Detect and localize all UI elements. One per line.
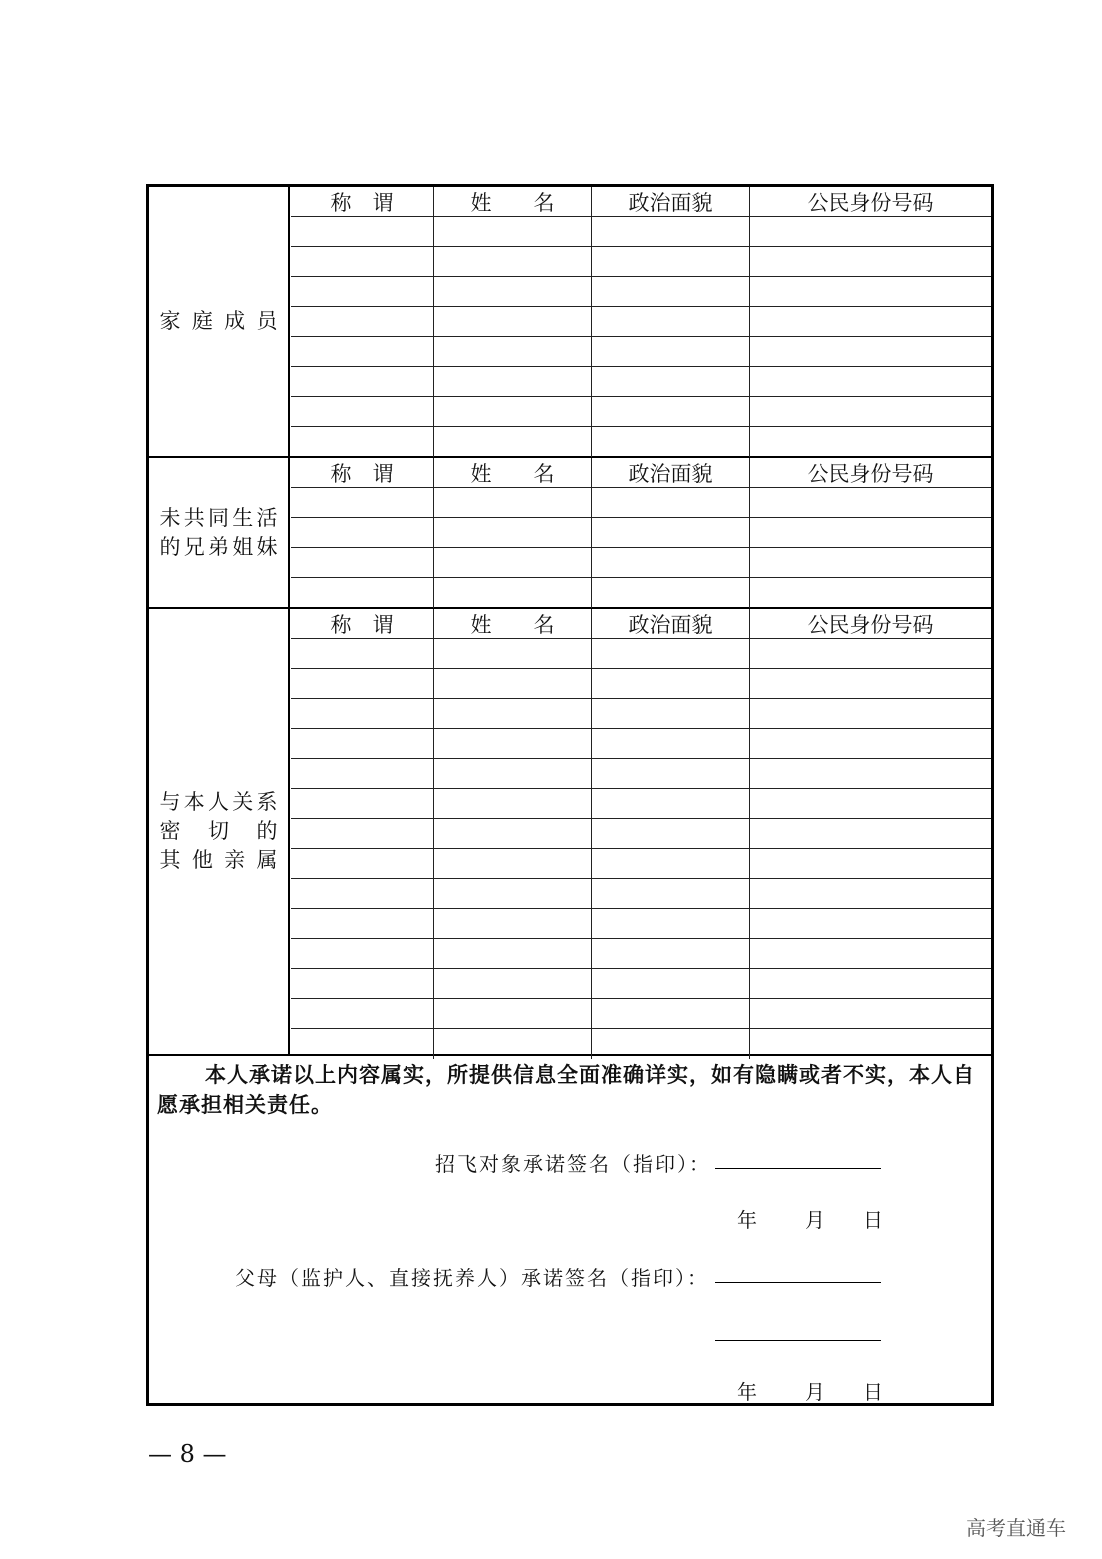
table-header-row	[291, 187, 991, 217]
table-cell[interactable]	[750, 669, 991, 698]
table-cell[interactable]	[592, 337, 750, 366]
table-row	[291, 518, 991, 548]
table-cell[interactable]	[291, 578, 434, 608]
candidate-date-year: 年	[737, 1208, 757, 1232]
table-cell[interactable]	[592, 578, 750, 608]
siblings-label-cell	[149, 458, 290, 607]
table-cell[interactable]	[291, 939, 434, 968]
table-cell[interactable]	[750, 488, 991, 517]
table-cell[interactable]	[434, 939, 592, 968]
table-cell[interactable]	[592, 969, 750, 998]
table-cell[interactable]	[592, 277, 750, 306]
table-cell[interactable]	[434, 789, 592, 818]
table-row	[291, 578, 991, 608]
table-cell[interactable]	[434, 669, 592, 698]
parent-date-month: 月	[805, 1380, 825, 1404]
watermark: 高考直通车	[966, 1516, 1066, 1540]
parent-date-day: 日	[863, 1380, 883, 1404]
family-members-section	[149, 187, 991, 458]
table-cell[interactable]	[434, 699, 592, 728]
table-row	[291, 759, 991, 789]
table-row	[291, 669, 991, 699]
table-cell[interactable]	[291, 789, 434, 818]
table-cell[interactable]	[434, 909, 592, 938]
table-cell[interactable]	[291, 397, 434, 426]
table-cell[interactable]	[434, 488, 592, 517]
table-cell[interactable]	[750, 939, 991, 968]
column-header: 姓 名	[434, 458, 592, 487]
table-cell[interactable]	[291, 879, 434, 908]
table-cell[interactable]	[592, 789, 750, 818]
relatives-section	[149, 609, 991, 1056]
table-cell[interactable]	[750, 639, 991, 668]
table-cell[interactable]	[434, 819, 592, 848]
table-cell[interactable]	[291, 488, 434, 517]
commitment-form	[146, 184, 994, 1406]
table-cell[interactable]	[434, 578, 592, 608]
table-cell[interactable]	[592, 397, 750, 426]
table-row	[291, 699, 991, 729]
table-row	[291, 729, 991, 759]
table-row	[291, 879, 991, 909]
table-row	[291, 548, 991, 578]
column-header: 姓 名	[434, 609, 592, 638]
table-cell[interactable]	[750, 729, 991, 758]
table-cell[interactable]	[592, 217, 750, 246]
table-cell[interactable]	[750, 999, 991, 1028]
table-row	[291, 247, 991, 277]
table-cell[interactable]	[750, 277, 991, 306]
parent-date-year: 年	[737, 1380, 757, 1404]
table-cell[interactable]	[592, 639, 750, 668]
table-cell[interactable]	[592, 1029, 750, 1059]
table-row	[291, 849, 991, 879]
column-header: 政治面貌	[592, 458, 750, 487]
table-cell[interactable]	[291, 969, 434, 998]
table-cell[interactable]	[434, 337, 592, 366]
table-cell[interactable]	[291, 669, 434, 698]
table-cell[interactable]	[291, 337, 434, 366]
promise-statement: 本人承诺以上内容属实，所提供信息全面准确详实，如有隐瞒或者不实，本人自愿承担相关责任。	[157, 1062, 975, 1117]
table-cell[interactable]	[750, 548, 991, 577]
parent-sign-label: 父母（监护人、直接抚养人）承诺签名（指印）：	[235, 1266, 709, 1290]
table-cell[interactable]	[291, 909, 434, 938]
table-row	[291, 819, 991, 849]
table-cell[interactable]	[291, 1029, 434, 1059]
siblings-section	[149, 458, 991, 609]
column-header: 公民身份号码	[807, 461, 934, 486]
table-cell[interactable]	[750, 849, 991, 878]
table-cell[interactable]	[592, 849, 750, 878]
table-cell[interactable]	[434, 999, 592, 1028]
table-cell[interactable]	[592, 819, 750, 848]
table-cell[interactable]	[434, 849, 592, 878]
table-header-row	[291, 458, 991, 488]
table-cell[interactable]	[592, 548, 750, 577]
table-cell[interactable]	[592, 699, 750, 728]
table-cell[interactable]	[592, 367, 750, 396]
table-cell[interactable]	[750, 337, 991, 366]
siblings-table	[291, 458, 991, 607]
table-cell[interactable]	[434, 879, 592, 908]
promise-section	[149, 1056, 991, 1403]
table-header-row	[291, 609, 991, 639]
table-cell[interactable]	[291, 518, 434, 547]
family-members-label: 家 庭 成 员	[159, 309, 278, 333]
table-row	[291, 999, 991, 1029]
table-cell[interactable]	[291, 819, 434, 848]
parent-signature-field-1[interactable]	[715, 1282, 881, 1283]
relatives-label-cell	[149, 609, 290, 1054]
column-header: 政治面貌	[592, 187, 750, 216]
table-cell[interactable]	[291, 247, 434, 276]
table-cell[interactable]	[750, 909, 991, 938]
candidate-date-day: 日	[863, 1208, 883, 1232]
table-cell[interactable]	[592, 879, 750, 908]
table-cell[interactable]	[750, 247, 991, 276]
table-cell[interactable]	[434, 247, 592, 276]
relatives-label: 与本人关系 密 切 的 其 他 亲 属	[159, 790, 278, 872]
table-cell[interactable]	[592, 729, 750, 758]
table-cell[interactable]	[291, 699, 434, 728]
candidate-date	[737, 1204, 883, 1233]
table-cell[interactable]	[750, 217, 991, 246]
table-cell[interactable]	[592, 909, 750, 938]
table-cell[interactable]	[434, 307, 592, 336]
table-row	[291, 488, 991, 518]
page-number: — 8 —	[148, 1440, 227, 1468]
column-header: 公民身份号码	[807, 612, 934, 637]
table-cell[interactable]	[592, 669, 750, 698]
parent-date	[737, 1376, 883, 1405]
table-cell[interactable]	[592, 247, 750, 276]
table-cell[interactable]	[434, 548, 592, 577]
table-cell[interactable]	[434, 277, 592, 306]
table-cell[interactable]	[592, 427, 750, 457]
table-row	[291, 367, 991, 397]
column-header: 政治面貌	[592, 609, 750, 638]
table-cell[interactable]	[592, 518, 750, 547]
table-row	[291, 277, 991, 307]
table-cell[interactable]	[434, 397, 592, 426]
table-row	[291, 639, 991, 669]
table-cell[interactable]	[750, 1029, 991, 1059]
parent-signature-field-2[interactable]	[715, 1340, 881, 1341]
table-cell[interactable]	[434, 759, 592, 788]
table-cell[interactable]	[434, 427, 592, 457]
table-cell[interactable]	[750, 819, 991, 848]
table-cell[interactable]	[750, 367, 991, 396]
column-header: 姓 名	[434, 187, 592, 216]
candidate-signature-field[interactable]	[715, 1168, 881, 1169]
family-members-label-cell	[149, 187, 290, 456]
table-cell[interactable]	[434, 1029, 592, 1059]
candidate-sign-label: 招飞对象承诺签名（指印）：	[435, 1152, 711, 1176]
table-cell[interactable]	[592, 488, 750, 517]
table-cell[interactable]	[592, 999, 750, 1028]
table-row	[291, 1029, 991, 1059]
table-cell[interactable]	[291, 307, 434, 336]
table-cell[interactable]	[291, 759, 434, 788]
table-row	[291, 217, 991, 247]
table-row	[291, 939, 991, 969]
siblings-label: 未共同生活 的兄弟姐妹	[159, 505, 278, 559]
table-cell[interactable]	[291, 548, 434, 577]
column-header: 称 谓	[291, 458, 434, 487]
table-row	[291, 969, 991, 999]
table-cell[interactable]	[750, 969, 991, 998]
table-cell[interactable]	[750, 427, 991, 457]
table-cell[interactable]	[750, 397, 991, 426]
table-cell[interactable]	[592, 307, 750, 336]
table-row	[291, 909, 991, 939]
table-cell[interactable]	[434, 518, 592, 547]
table-cell[interactable]	[291, 639, 434, 668]
table-cell[interactable]	[291, 367, 434, 396]
table-cell[interactable]	[434, 639, 592, 668]
table-cell[interactable]	[592, 939, 750, 968]
table-cell[interactable]	[291, 427, 434, 457]
table-cell[interactable]	[750, 699, 991, 728]
table-cell[interactable]	[750, 578, 991, 608]
table-cell[interactable]	[291, 729, 434, 758]
table-cell[interactable]	[750, 307, 991, 336]
table-row	[291, 397, 991, 427]
table-cell[interactable]	[750, 759, 991, 788]
column-header: 称 谓	[291, 187, 434, 216]
table-cell[interactable]	[592, 759, 750, 788]
table-cell[interactable]	[291, 999, 434, 1028]
relatives-table	[291, 609, 991, 1054]
table-cell[interactable]	[291, 277, 434, 306]
table-cell[interactable]	[750, 789, 991, 818]
table-row	[291, 789, 991, 819]
table-row	[291, 427, 991, 457]
table-cell[interactable]	[434, 217, 592, 246]
column-header: 称 谓	[291, 609, 434, 638]
family-members-table	[291, 187, 991, 456]
column-header: 公民身份号码	[807, 190, 934, 215]
table-cell[interactable]	[291, 849, 434, 878]
table-cell[interactable]	[750, 518, 991, 547]
table-cell[interactable]	[434, 969, 592, 998]
table-cell[interactable]	[434, 729, 592, 758]
table-row	[291, 337, 991, 367]
table-cell[interactable]	[291, 217, 434, 246]
table-cell[interactable]	[434, 367, 592, 396]
table-cell[interactable]	[750, 879, 991, 908]
table-row	[291, 307, 991, 337]
candidate-date-month: 月	[805, 1208, 825, 1232]
